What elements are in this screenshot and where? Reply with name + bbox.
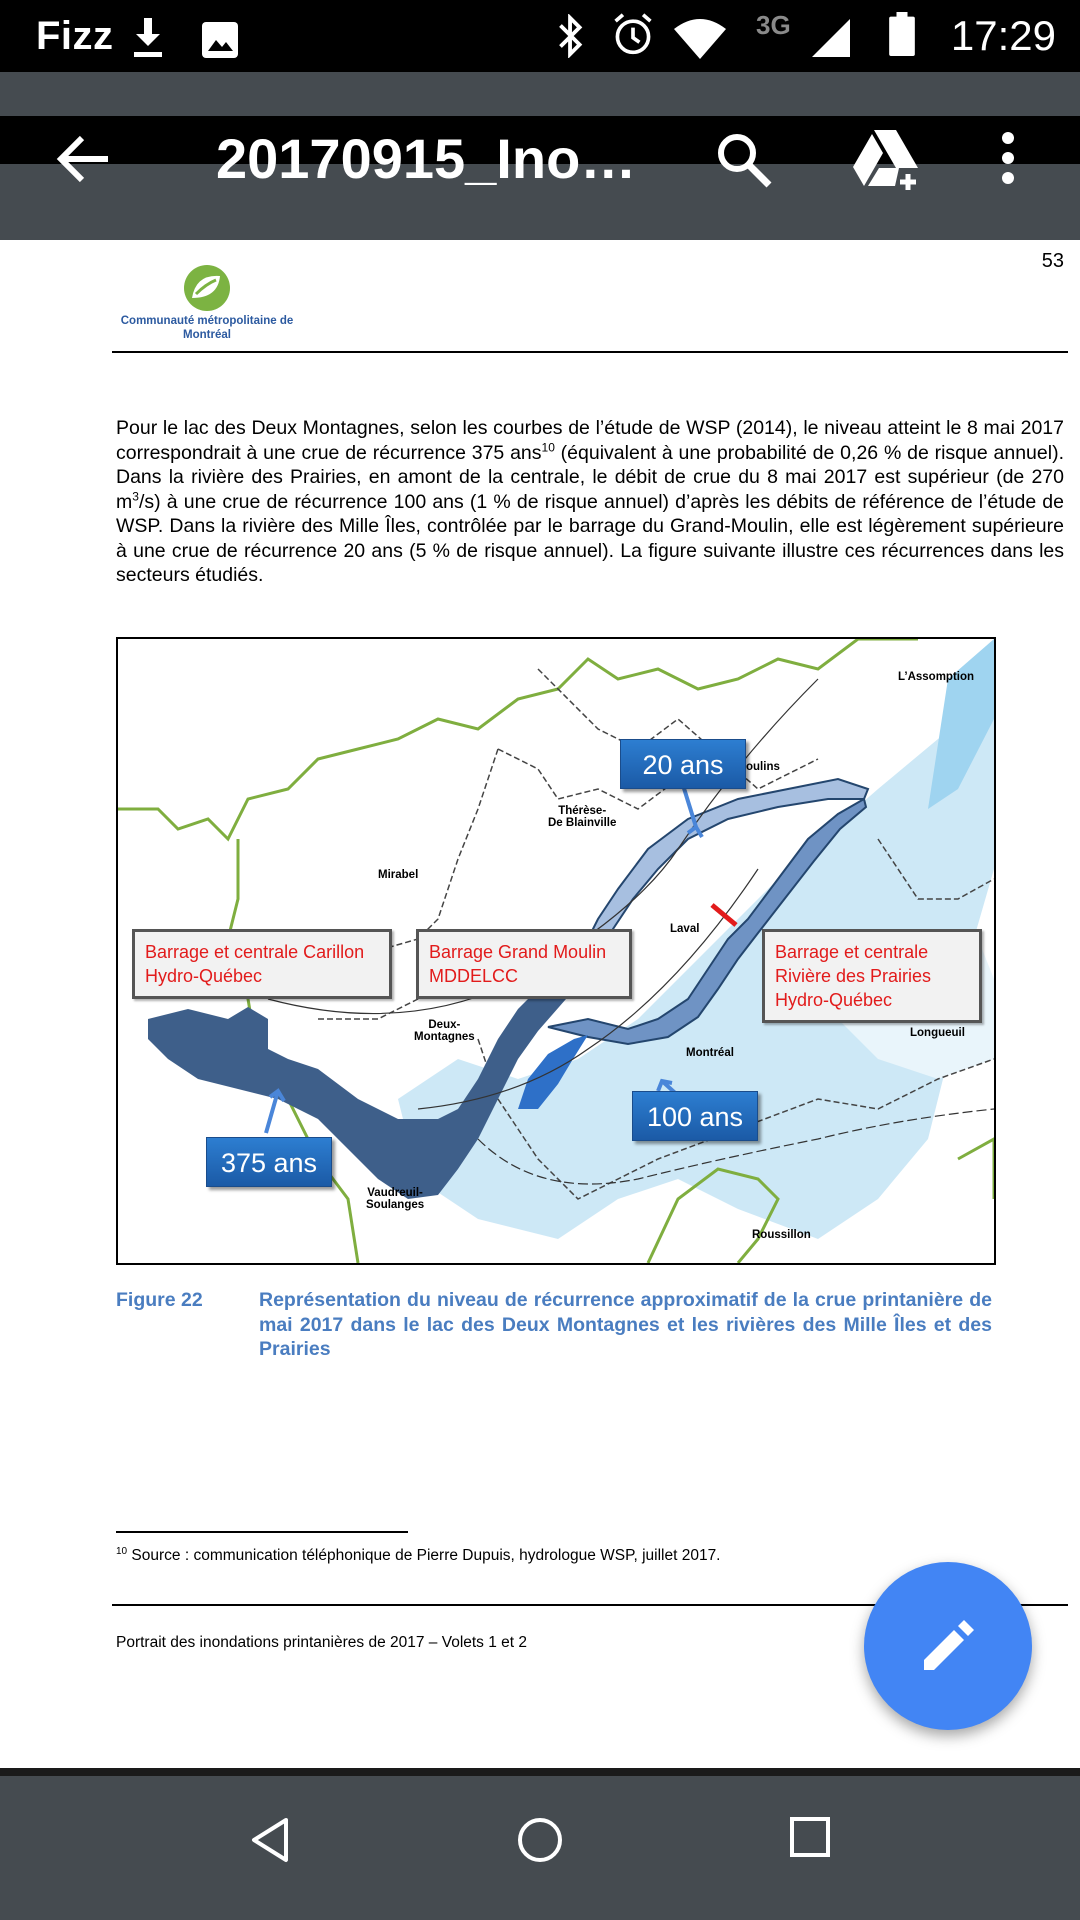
home-circle-icon[interactable]: [516, 1816, 564, 1864]
header-rule: [112, 351, 1068, 353]
place-label-montreal: Montréal: [686, 1047, 734, 1059]
place-label-terrebonne: oulins: [746, 761, 780, 773]
document-title: 20170915_Ino…: [216, 127, 637, 190]
place-label-deux-montagnes: Deux- Montagnes: [414, 1019, 475, 1043]
footnote-rule: [116, 1531, 408, 1533]
dam-label-grand-moulin: [416, 929, 632, 999]
footnote-marker: 10: [116, 1546, 128, 1557]
clock-time: 17:29: [950, 12, 1056, 59]
dam-label-line: Rivière des Prairies: [775, 966, 932, 986]
unit-exponent: 3: [132, 489, 139, 503]
cmm-logo: [114, 262, 300, 346]
footnote-ref[interactable]: 10: [541, 440, 555, 454]
network-type-label: 3G: [756, 10, 791, 40]
back-triangle-icon[interactable]: [248, 1816, 292, 1864]
search-icon[interactable]: [714, 130, 774, 190]
place-label-assomption: L’Assomption: [898, 671, 975, 683]
status-bar: [0, 0, 1080, 72]
image-icon: [200, 18, 240, 62]
dam-label-line: Barrage Grand Moulin: [429, 942, 607, 962]
paragraph-text: /s) à une crue de récurrence 100 ans (1 % de risque annuel) d’après les débits de référence de l’étude de WSP. Dans la rivière des Mille Îles, contrôlée par le barrage du Grand-Moulin, elle est légèrement supérieure à une crue de récurrence 20 ans (5 % de risque annuel). La figure suivante illustre ces récurrences dans les secteurs étudiés.: [116, 490, 1064, 586]
footnote-text: Source : communication téléphonique de Pierre Dupuis, hydrologue WSP, juillet 2017.: [127, 1547, 721, 1565]
nav-bar-edge: [0, 1768, 1080, 1776]
place-label-laval: Laval: [670, 923, 700, 935]
dam-label-prairies: [762, 929, 982, 1023]
dam-label-line: Hydro-Québec: [775, 990, 893, 1010]
body-paragraph: [116, 416, 1064, 588]
bluetooth-icon: [556, 14, 586, 58]
recents-square-icon[interactable]: [789, 1816, 831, 1858]
place-label-longueuil: Longueuil: [910, 1027, 965, 1039]
drive-add-icon[interactable]: [852, 128, 922, 190]
document-page[interactable]: [0, 240, 1080, 1768]
edit-pencil-icon: [918, 1616, 978, 1676]
place-label-vaudreuil-soulanges: Vaudreuil- Soulanges: [366, 1187, 425, 1211]
dam-label-line: MDDELCC: [429, 966, 519, 986]
flood-map-figure: [116, 637, 996, 1265]
page-footer: Portrait des inondations printanières de 2017 – Volets 1 et 2: [116, 1634, 528, 1651]
callout-100-ans: 100 ans: [632, 1091, 758, 1141]
place-label-roussillon: Roussillon: [752, 1229, 811, 1241]
leaf-logo-icon: [182, 264, 232, 312]
footnote: [116, 1546, 721, 1565]
dam-label-line: Barrage et centrale: [775, 942, 929, 962]
figure-caption-text: Représentation du niveau de récurrence approximatif de la crue printanière de mai 2017 dans le lac des Deux Montagnes et les rivières des Mille Îles et des Prairies: [259, 1289, 992, 1360]
paragraph-text: (équivalent à une probabilité de 0,26 % de risque annuel). Dans la rivière des Prairies, en amont de la centrale, le débit de crue du 8 mai 2017 est supérieur (de 270 m: [116, 441, 1064, 513]
battery-icon: [888, 12, 916, 56]
callout-375-ans: 375 ans: [206, 1137, 332, 1187]
wifi-icon: [672, 16, 728, 60]
dam-label-line: Barrage et centrale Carillon: [145, 942, 365, 962]
page-number: 53: [1041, 250, 1064, 272]
download-icon: [130, 16, 166, 60]
callout-20-ans: 20 ans: [620, 739, 746, 789]
alarm-icon: [610, 12, 656, 56]
carrier-name: Fizz: [36, 14, 114, 58]
paragraph-text: Pour le lac des Deux Montagnes, selon les courbes de l’étude de WSP (2014), le niveau atteint le 8 mai 2017 correspondrait à une crue de récurrence 375 ans: [116, 417, 1064, 464]
signal-icon: [810, 16, 852, 60]
back-arrow-icon[interactable]: [56, 134, 112, 184]
place-label-therese-de-blainville: Thérèse- De Blainville: [548, 805, 617, 829]
place-label-mirabel: Mirabel: [378, 869, 419, 881]
logo-text: Communauté métropolitaine de Montréal: [120, 315, 294, 341]
more-vert-icon[interactable]: [1000, 132, 1016, 184]
figure-number: Figure 22: [116, 1289, 203, 1311]
dam-label-line: Hydro-Québec: [145, 966, 263, 986]
dam-label-carillon: [132, 929, 392, 999]
edit-fab-button[interactable]: [864, 1562, 1032, 1730]
